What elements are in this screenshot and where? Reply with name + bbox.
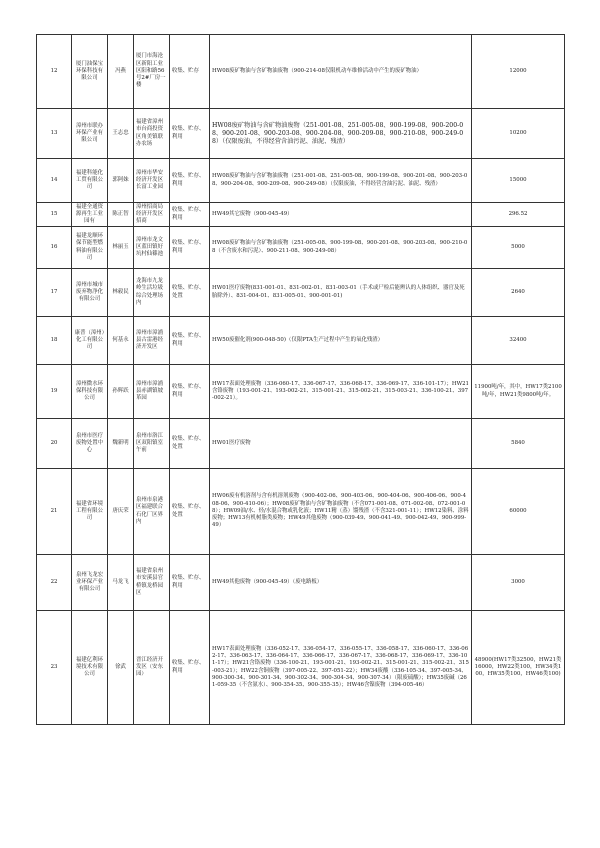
legal-representative: 孙辉跃 [108, 365, 134, 419]
facility-address: 泉州市洛江区双阳镇室午前 [134, 419, 170, 469]
waste-categories: HW06废有机溶剂与含有机溶剂废物（900-402-06、900-403-06、900-404-06、900-406-06、900-408-06、900-410-06）；HW08废矿物油与含矿物油废物（不含071-001-08、071-002-08、072-001-08）；HW09油/水、烃/水混合物或乳化液；HW11精（蒸）馏残渣（不含321-001-11）；HW12染料、涂料废物；HW13有机树脂类废物；HW49其他废物（900-039-49、900-041-49、900-042-49、900-999-49） [210, 469, 472, 555]
business-method: 收集、贮存、利用 [170, 203, 210, 227]
table-row [37, 611, 565, 725]
legal-representative: 马龙飞 [108, 555, 134, 611]
waste-categories: HW01医疗废物 [210, 419, 472, 469]
facility-address: 漳州市华安经济开发区长富工业园 [134, 159, 170, 203]
business-method: 收集、贮存、利用 [170, 317, 210, 365]
annual-capacity: 5000 [472, 227, 565, 269]
table-row [37, 419, 565, 469]
unit-name: 漳州市城市废弃物净化有限公司 [72, 269, 108, 317]
business-method: 收集、贮存、利用 [170, 365, 210, 419]
row-number: 15 [37, 203, 72, 227]
legal-representative: 林毅民 [108, 269, 134, 317]
business-method: 收集、贮存、利用 [170, 109, 210, 159]
business-method: 收集、贮存、利用 [170, 227, 210, 269]
unit-name: 福建科能化工贸有限公司 [72, 159, 108, 203]
annual-capacity: 296.52 [472, 203, 565, 227]
annual-capacity: 10200 [472, 109, 565, 159]
waste-categories: HW08废矿物油与含矿物油废物（251-001-08、251-005-08、900-199-08、900-200-08、900-201-08、900-203-08、900-204-08、900-209-08、900-210-08、900-249-08）（仅限废油，不得经营含油污泥、油泥、残渣） [210, 109, 472, 159]
waste-categories: HW08废矿物油与含矿物油废物（251-001-08、251-005-08、900-199-08、900-201-08、900-203-08、900-204-08、900-209-08、900-249-08）（仅限废油，不得经营含油污泥、油泥、残渣） [210, 159, 472, 203]
row-number: 22 [37, 555, 72, 611]
hazardous-waste-permit-table [36, 34, 565, 725]
row-number: 12 [37, 35, 72, 109]
waste-categories: HW17表面处理废物（336-052-17、336-054-17、336-055-17、336-058-17、336-060-17、336-062-17、336-063-17、336-064-17、336-066-17、336-067-17、336-068-17、336-069-17、336-101-17）；HW21含铬废物（336-100-21、193-001-21、193-002-21、315-001-21、315-002-21、315-003-21）；HW22含铜废物（397-005-22、397-051-22）；HW34废酸（336-105-34、397-005-34、900-300-34、900-301-34、900-302-34、900-304-34、900-307-34）（限废硫酸）；HW35废碱（261-059-35（不含氨水）、900-354-35、900-355-35）；HW46含镍废物（394-005-46） [210, 611, 472, 725]
annual-capacity: 2640 [472, 269, 565, 317]
unit-name: 漳州微水环保科技有限公司 [72, 365, 108, 419]
business-method: 收集、贮存、处置 [170, 469, 210, 555]
row-number: 20 [37, 419, 72, 469]
facility-address: 漳州市龙文区蓝田镇好坑村仙篠池 [134, 227, 170, 269]
table-row [37, 555, 565, 611]
waste-categories: HW08废矿物油与含矿物油废物（251-005-08、900-199-08、900-201-08、900-203-08、900-210-08（不含废水和污泥）、900-211-08、900-249-08） [210, 227, 472, 269]
legal-representative: 徐武 [108, 611, 134, 725]
unit-name: 厦门油保宝环保科技有限公司 [72, 35, 108, 109]
annual-capacity: 12000 [472, 35, 565, 109]
business-method: 收集、贮存、利用 [170, 159, 210, 203]
table-row [37, 469, 565, 555]
legal-representative: 唐庆荣 [108, 469, 134, 555]
unit-name: 康普（漳州）化工有限公司 [72, 317, 108, 365]
facility-address: 福建省漳州市台商投资区角美镇联办农场 [134, 109, 170, 159]
business-method: 收集、贮存、利用 [170, 555, 210, 611]
annual-capacity: 5840 [472, 419, 565, 469]
unit-name: 福建全通资源再生工业园有 [72, 203, 108, 227]
annual-capacity: 32400 [472, 317, 565, 365]
legal-representative: 魏新明 [108, 419, 134, 469]
facility-address: 泉州市泉港区福建联合石化厂区界内 [134, 469, 170, 555]
facility-address: 漳州招商局经济开发区招商 [134, 203, 170, 227]
facility-address: 漳州市漳浦县古雷港经济开发区 [134, 317, 170, 365]
row-number: 21 [37, 469, 72, 555]
legal-representative: 王志忠 [108, 109, 134, 159]
table-row [37, 109, 565, 159]
unit-name: 福建亿利环境技术有限公司 [72, 611, 108, 725]
table-row [37, 227, 565, 269]
business-method: 收集、贮存、处置 [170, 419, 210, 469]
legal-representative: 冯燕 [108, 35, 134, 109]
waste-categories: HW17表面处理废物（336-060-17、336-067-17、336-068-17、336-069-17、336-101-17）；HW21含铬废物（193-001-21、193-002-21、315-001-21、315-002-21、315-003-21、336-100-21、397-002-21）。 [210, 365, 472, 419]
facility-address: 福建省泉州市安溪县官桥镇龙桥园区 [134, 555, 170, 611]
unit-name: 泉州飞龙宏业环保产业有限公司 [72, 555, 108, 611]
waste-categories: HW49其它废物（900-045-49） [210, 203, 472, 227]
waste-categories: HW01医疗废物(831-001-01、831-002-01、831-003-01（手术或尸检后能辨认的人体组织、器官及死胎除外）、831-004-01、831-005-01、900-001-01) [210, 269, 472, 317]
row-number: 14 [37, 159, 72, 203]
waste-categories: HW49其他废物（900-045-49）（废电路板） [210, 555, 472, 611]
unit-name: 福建省环境工程有限公司 [72, 469, 108, 555]
unit-name: 漳州市联办环保产业有限公司 [72, 109, 108, 159]
waste-categories: HW08废矿物油与含矿物油废物（900-214-08仅限机动车维修活动中产生的废矿物油） [210, 35, 472, 109]
row-number: 19 [37, 365, 72, 419]
annual-capacity: 60000 [472, 469, 565, 555]
legal-representative: 林丽玉 [108, 227, 134, 269]
table-row [37, 35, 565, 109]
table-row [37, 203, 565, 227]
row-number: 16 [37, 227, 72, 269]
row-number: 18 [37, 317, 72, 365]
annual-capacity: 15000 [472, 159, 565, 203]
annual-capacity: 3000 [472, 555, 565, 611]
row-number: 13 [37, 109, 72, 159]
business-method: 收集、贮存、利用 [170, 611, 210, 725]
waste-categories: HW50废催化剂(900-048-50)（仅限PTA生产过程中产生的氧化残渣） [210, 317, 472, 365]
legal-representative: 陈正智 [108, 203, 134, 227]
business-method: 收集、贮存 [170, 35, 210, 109]
table-row [37, 159, 565, 203]
facility-address: 厦门市海沧区新阳工业区阳和路56号2#厂房一楼 [134, 35, 170, 109]
table-row [37, 269, 565, 317]
table-row [37, 317, 565, 365]
row-number: 17 [37, 269, 72, 317]
facility-address: 晋江经济开发区（安东园） [134, 611, 170, 725]
business-method: 收集、贮存、处置 [170, 269, 210, 317]
legal-representative: 郭阿妹 [108, 159, 134, 203]
annual-capacity: 48900(HW17类32500，HW21类16000，HW22类100，HW34类100，HW35类100，HW46类100) [472, 611, 565, 725]
unit-name: 泉州市医疗废物处置中心 [72, 419, 108, 469]
facility-address: 漳州市漳浦县赤湖镇坡革园 [134, 365, 170, 419]
unit-name: 福建龙顺环保节能型燃料油有限公司 [72, 227, 108, 269]
row-number: 23 [37, 611, 72, 725]
legal-representative: 何基永 [108, 317, 134, 365]
annual-capacity: 11900吨/年，其中，HW17类2100吨/年，HW21类9800吨/年。 [472, 365, 565, 419]
facility-address: 龙海市九龙岭生活垃圾综合处理场内 [134, 269, 170, 317]
table-row [37, 365, 565, 419]
